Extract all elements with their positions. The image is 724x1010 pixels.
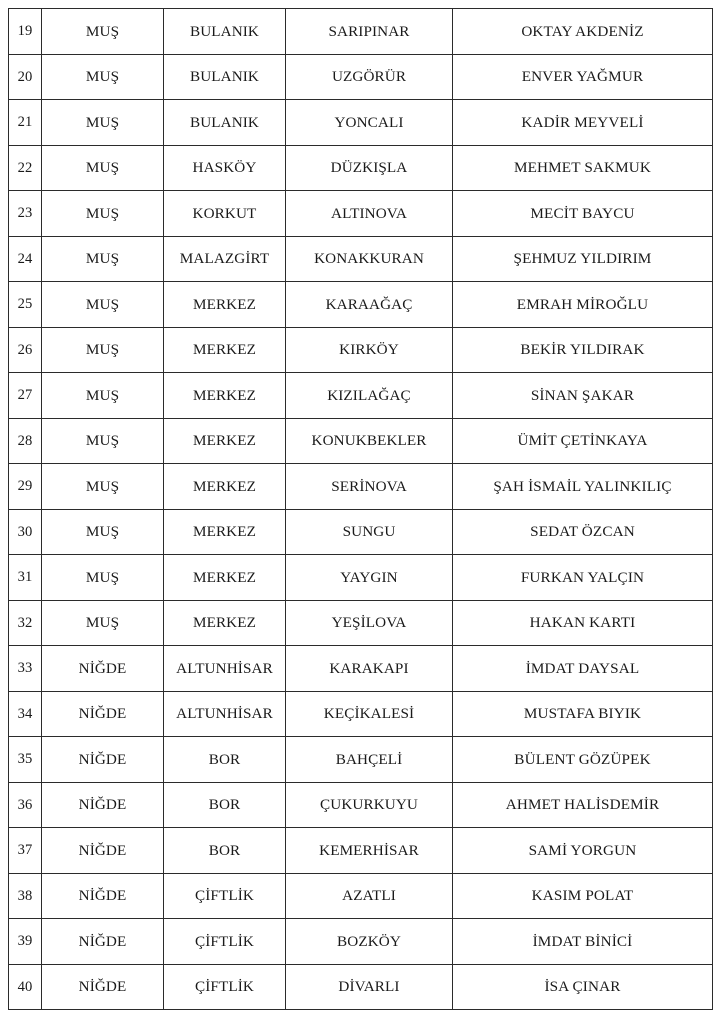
table-row	[9, 782, 713, 828]
row-number-cell: 22	[9, 145, 42, 191]
province-cell: NİĞDE	[42, 873, 164, 919]
table-row	[9, 191, 713, 237]
person-name-cell: ENVER YAĞMUR	[453, 54, 713, 100]
person-name-cell: AHMET HALİSDEMİR	[453, 782, 713, 828]
row-number-cell: 36	[9, 782, 42, 828]
province-cell: MUŞ	[42, 418, 164, 464]
province-cell: MUŞ	[42, 191, 164, 237]
province-cell: MUŞ	[42, 600, 164, 646]
district-cell: KORKUT	[164, 191, 286, 237]
row-number-cell: 30	[9, 509, 42, 555]
province-cell: NİĞDE	[42, 782, 164, 828]
row-number-cell: 40	[9, 964, 42, 1010]
district-cell: ÇİFTLİK	[164, 873, 286, 919]
province-cell: MUŞ	[42, 54, 164, 100]
district-cell: BULANIK	[164, 54, 286, 100]
person-name-cell: BEKİR YILDIRAK	[453, 327, 713, 373]
province-cell: MUŞ	[42, 145, 164, 191]
person-name-cell: MEHMET SAKMUK	[453, 145, 713, 191]
table-row	[9, 691, 713, 737]
village-cell: YEŞİLOVA	[286, 600, 453, 646]
table-row	[9, 464, 713, 510]
row-number-cell: 34	[9, 691, 42, 737]
district-cell: MERKEZ	[164, 373, 286, 419]
row-number-cell: 37	[9, 828, 42, 874]
district-cell: MERKEZ	[164, 282, 286, 328]
province-cell: NİĞDE	[42, 646, 164, 692]
province-cell: NİĞDE	[42, 919, 164, 965]
province-cell: MUŞ	[42, 555, 164, 601]
village-cell: KARAKAPI	[286, 646, 453, 692]
table-row	[9, 646, 713, 692]
province-cell: MUŞ	[42, 9, 164, 55]
district-cell: BOR	[164, 737, 286, 783]
district-cell: MERKEZ	[164, 418, 286, 464]
person-name-cell: MUSTAFA BIYIK	[453, 691, 713, 737]
table-row	[9, 145, 713, 191]
table-row	[9, 737, 713, 783]
province-cell: MUŞ	[42, 327, 164, 373]
person-name-cell: SAMİ YORGUN	[453, 828, 713, 874]
person-name-cell: İSA ÇINAR	[453, 964, 713, 1010]
row-number-cell: 33	[9, 646, 42, 692]
village-cell: KIRKÖY	[286, 327, 453, 373]
district-cell: BULANIK	[164, 100, 286, 146]
province-cell: NİĞDE	[42, 691, 164, 737]
row-number-cell: 32	[9, 600, 42, 646]
district-cell: MALAZGİRT	[164, 236, 286, 282]
person-name-cell: KADİR MEYVELİ	[453, 100, 713, 146]
province-cell: MUŞ	[42, 282, 164, 328]
person-name-cell: İMDAT BİNİCİ	[453, 919, 713, 965]
district-cell: ALTUNHİSAR	[164, 646, 286, 692]
row-number-cell: 19	[9, 9, 42, 55]
village-cell: DİVARLI	[286, 964, 453, 1010]
person-name-cell: ŞEHMUZ YILDIRIM	[453, 236, 713, 282]
village-cell: UZGÖRÜR	[286, 54, 453, 100]
district-cell: ALTUNHİSAR	[164, 691, 286, 737]
province-cell: NİĞDE	[42, 828, 164, 874]
village-cell: SARIPINAR	[286, 9, 453, 55]
district-cell: BOR	[164, 782, 286, 828]
province-cell: MUŞ	[42, 509, 164, 555]
row-number-cell: 29	[9, 464, 42, 510]
person-name-cell: FURKAN YALÇIN	[453, 555, 713, 601]
village-cell: BOZKÖY	[286, 919, 453, 965]
village-cell: SERİNOVA	[286, 464, 453, 510]
row-number-cell: 23	[9, 191, 42, 237]
table-row	[9, 100, 713, 146]
village-cell: AZATLI	[286, 873, 453, 919]
table-row	[9, 600, 713, 646]
village-cell: ÇUKURKUYU	[286, 782, 453, 828]
district-cell: BULANIK	[164, 9, 286, 55]
village-cell: KONAKKURAN	[286, 236, 453, 282]
village-cell: YAYGIN	[286, 555, 453, 601]
table-row	[9, 509, 713, 555]
row-number-cell: 24	[9, 236, 42, 282]
row-number-cell: 27	[9, 373, 42, 419]
row-number-cell: 26	[9, 327, 42, 373]
district-cell: MERKEZ	[164, 464, 286, 510]
person-name-cell: HAKAN KARTI	[453, 600, 713, 646]
row-number-cell: 20	[9, 54, 42, 100]
province-cell: MUŞ	[42, 464, 164, 510]
person-name-cell: OKTAY AKDENİZ	[453, 9, 713, 55]
province-cell: MUŞ	[42, 236, 164, 282]
district-cell: ÇİFTLİK	[164, 964, 286, 1010]
table-row	[9, 282, 713, 328]
table-row	[9, 373, 713, 419]
person-name-cell: SİNAN ŞAKAR	[453, 373, 713, 419]
person-name-cell: ŞAH İSMAİL YALINKILIÇ	[453, 464, 713, 510]
table-row	[9, 236, 713, 282]
person-name-cell: ÜMİT ÇETİNKAYA	[453, 418, 713, 464]
person-name-cell: BÜLENT GÖZÜPEK	[453, 737, 713, 783]
table-row	[9, 919, 713, 965]
district-cell: MERKEZ	[164, 555, 286, 601]
row-number-cell: 38	[9, 873, 42, 919]
district-cell: ÇİFTLİK	[164, 919, 286, 965]
table-row	[9, 9, 713, 55]
person-name-cell: SEDAT ÖZCAN	[453, 509, 713, 555]
village-cell: KEMERHİSAR	[286, 828, 453, 874]
district-cell: MERKEZ	[164, 327, 286, 373]
row-number-cell: 35	[9, 737, 42, 783]
province-cell: MUŞ	[42, 373, 164, 419]
district-cell: BOR	[164, 828, 286, 874]
roster-table	[8, 8, 713, 1010]
table-row	[9, 828, 713, 874]
table-row	[9, 873, 713, 919]
row-number-cell: 39	[9, 919, 42, 965]
province-cell: MUŞ	[42, 100, 164, 146]
village-cell: YONCALI	[286, 100, 453, 146]
table-row	[9, 327, 713, 373]
roster-table-body	[9, 9, 713, 1010]
village-cell: KONUKBEKLER	[286, 418, 453, 464]
district-cell: MERKEZ	[164, 600, 286, 646]
village-cell: KEÇİKALESİ	[286, 691, 453, 737]
province-cell: NİĞDE	[42, 964, 164, 1010]
village-cell: KARAAĞAÇ	[286, 282, 453, 328]
row-number-cell: 28	[9, 418, 42, 464]
row-number-cell: 21	[9, 100, 42, 146]
village-cell: SUNGU	[286, 509, 453, 555]
village-cell: KIZILAĞAÇ	[286, 373, 453, 419]
table-row	[9, 418, 713, 464]
person-name-cell: İMDAT DAYSAL	[453, 646, 713, 692]
person-name-cell: KASIM POLAT	[453, 873, 713, 919]
row-number-cell: 25	[9, 282, 42, 328]
person-name-cell: MECİT BAYCU	[453, 191, 713, 237]
table-row	[9, 555, 713, 601]
village-cell: BAHÇELİ	[286, 737, 453, 783]
province-cell: NİĞDE	[42, 737, 164, 783]
village-cell: DÜZKIŞLA	[286, 145, 453, 191]
table-row	[9, 54, 713, 100]
village-cell: ALTINOVA	[286, 191, 453, 237]
district-cell: MERKEZ	[164, 509, 286, 555]
table-row	[9, 964, 713, 1010]
row-number-cell: 31	[9, 555, 42, 601]
person-name-cell: EMRAH MİROĞLU	[453, 282, 713, 328]
district-cell: HASKÖY	[164, 145, 286, 191]
